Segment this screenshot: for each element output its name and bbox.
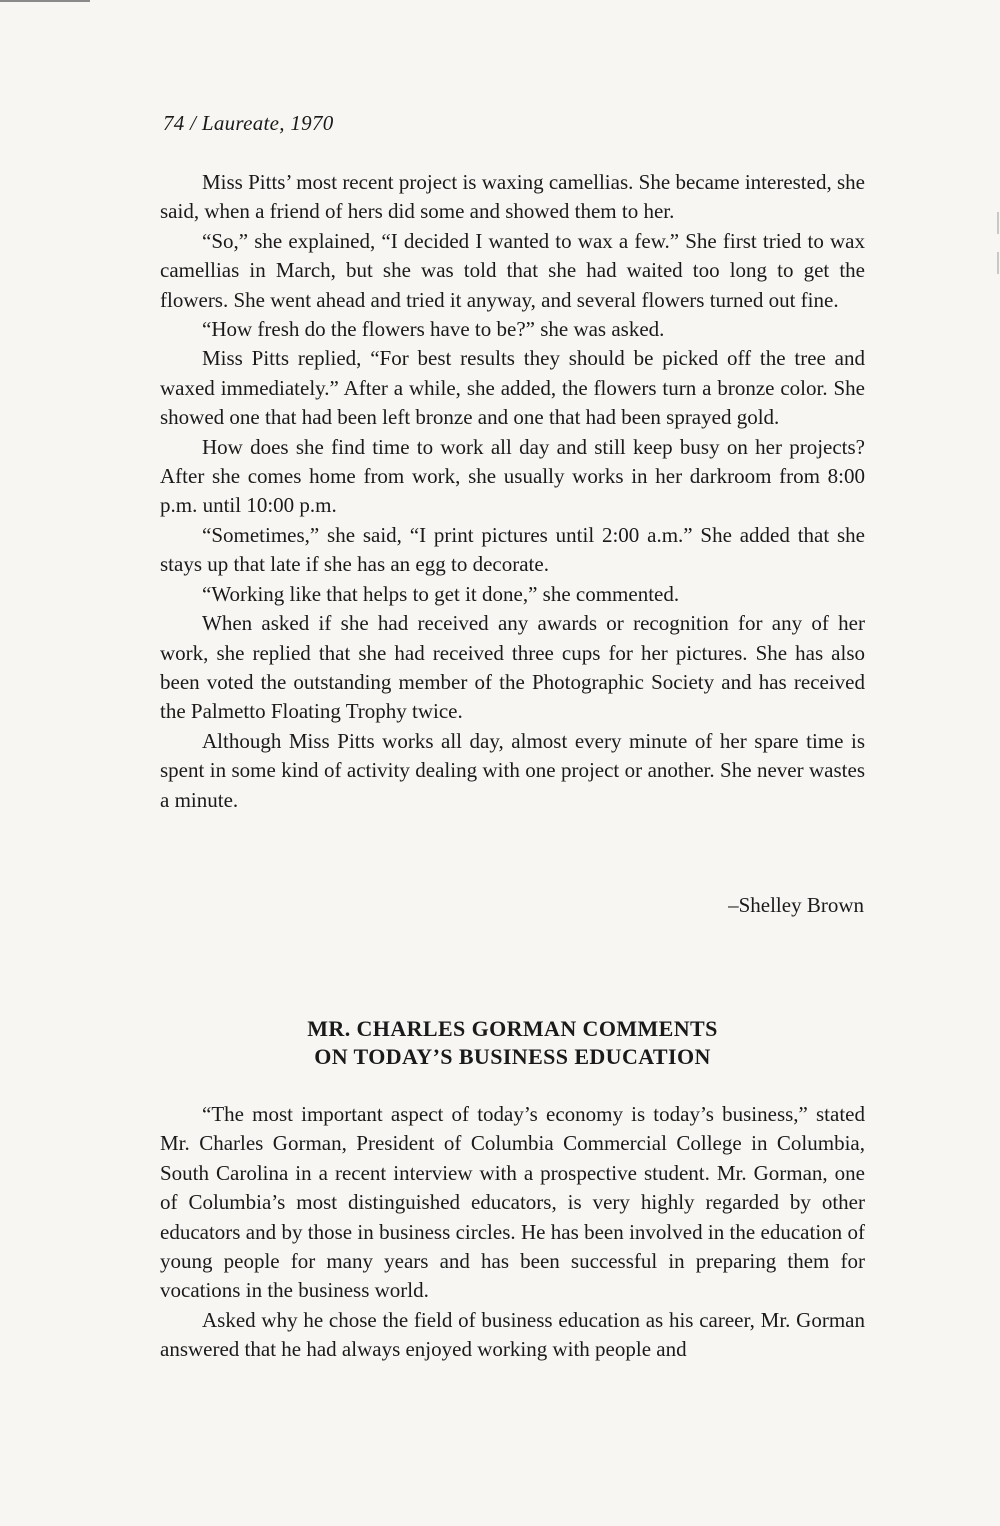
paragraph: When asked if she had received any awards or recognition for any of her work, she replied that she had received three cups for her pictures. She has also been voted the outstanding member of the Photographic Society and has received the Palmetto Floating Trophy twice.: [160, 611, 865, 724]
article-miss-pitts: [160, 168, 865, 815]
paragraph: “How fresh do the flowers have to be?” she was asked.: [202, 317, 665, 342]
paragraph: “Working like that helps to get it done,” she commented.: [202, 581, 680, 606]
paragraph: “Sometimes,” she said, “I print pictures until 2:00 a.m.” She added that she stays up that late if she has an egg to decorate.: [160, 522, 865, 577]
paragraph: Miss Pitts’ most recent project is waxing camellias. She became interested, she said, when a friend of hers did some and showed them to her.: [160, 170, 865, 224]
scan-margin-mark: [997, 212, 999, 234]
paragraph: “The most important aspect of today’s economy is today’s business,” stated Mr. Charles Gorman, President of Columbia Commercial College in Columbia, South Carolina in a recent interview with a prospective student. Mr. Gorman, one of Columbia’s most distinguished educators, is very highly regarded by other educators and by those in business circles. He has been involved in the education of young people for many years and has been successful in preparing them for vocations in the business world.: [160, 1102, 865, 1303]
scan-margin-mark: [997, 252, 999, 274]
headline-line-1: MR. CHARLES GORMAN COMMENTS: [307, 1016, 718, 1041]
paragraph: Asked why he chose the field of business education as his career, Mr. Gorman answered that he had always enjoyed working with people and: [160, 1307, 865, 1362]
paragraph: Although Miss Pitts works all day, almost every minute of her spare time is spent in some kind of activity dealing with one project or another. She never wastes a minute.: [160, 728, 865, 812]
headline-line-2: ON TODAY’S BUSINESS EDUCATION: [314, 1044, 711, 1069]
byline: –Shelley Brown: [728, 893, 864, 917]
running-head: 74 / Laureate, 1970: [163, 111, 334, 135]
scan-edge-mark: [0, 0, 90, 2]
article-headline: [160, 1015, 865, 1071]
paragraph: How does she find time to work all day and still keep busy on her projects? After she comes home from work, she usually works in her darkroom from 8:00 p.m. until 10:00 p.m.: [160, 434, 865, 518]
paragraph: “So,” she explained, “I decided I wanted to wax a few.” She first tried to wax camellias in March, but she was told that she had waited too long to get the flowers. She went ahead and tried it anyway, and several flowers turned out fine.: [160, 228, 865, 312]
paragraph: Miss Pitts replied, “For best results they should be picked off the tree and waxed immediately.” After a while, she added, the flowers turn a bronze color. She showed one that had been left bronze and one that had been sprayed gold.: [160, 346, 865, 430]
article-gorman: [160, 1100, 865, 1365]
